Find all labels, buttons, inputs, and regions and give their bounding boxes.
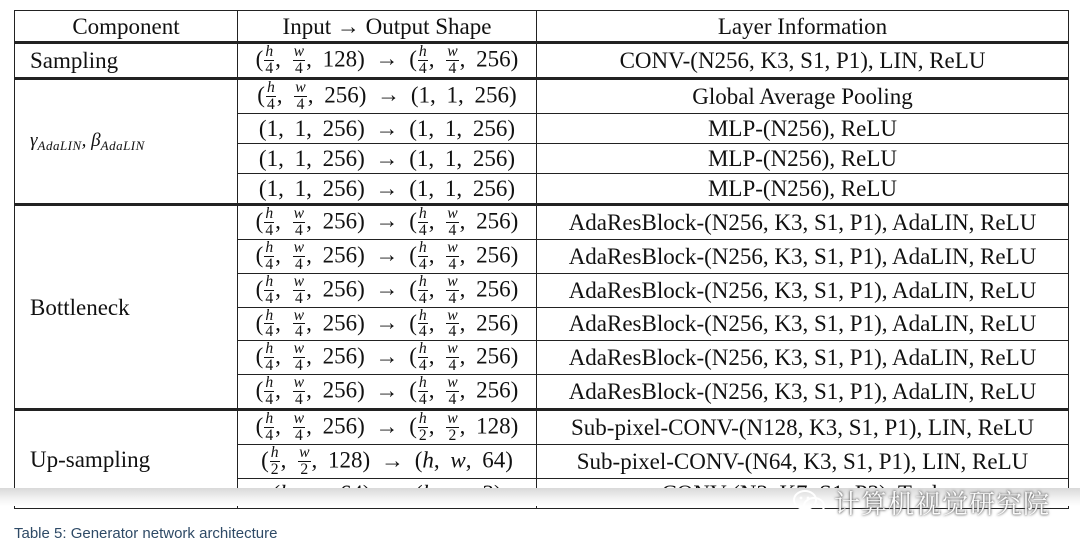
generator-architecture-table <box>14 10 1069 509</box>
shape-cell: ( $\frac{h}{4}$ , $\frac{w}{4}$ , 256) → ( $\frac{h}{4}$ , $\frac{w}{4}$ , 256) <box>238 375 537 410</box>
wechat-icon <box>792 489 826 517</box>
table-row <box>15 78 1069 113</box>
watermark-text: 计算机视觉研究院 <box>833 490 1050 520</box>
header-component: Component <box>15 11 238 43</box>
layer-cell: AdaResBlock-(N256, K3, S1, P1), AdaLIN, ReLU <box>537 204 1069 239</box>
shape-cell: ( $\frac{h}{4}$ , $\frac{w}{4}$ , 256) → ( $\frac{h}{4}$ , $\frac{w}{4}$ , 256) <box>238 307 537 341</box>
table-caption: Table 5: Generator network architecture <box>14 525 278 542</box>
shape-cell: ( $\frac{h}{4}$ , $\frac{w}{4}$ , 256) → ( $\frac{h}{4}$ , $\frac{w}{4}$ , 256) <box>238 239 537 273</box>
component-cell: Sampling <box>15 43 238 79</box>
layer-cell: AdaResBlock-(N256, K3, S1, P1), AdaLIN, ReLU <box>537 341 1069 375</box>
table-body <box>15 43 1069 509</box>
shape-cell: ( $\frac{h}{4}$ , $\frac{w}{4}$ , 256) → (1, 1, 256) <box>238 78 537 113</box>
component-cell: Bottleneck <box>15 204 238 409</box>
shape-cell: ( $\frac{h}{4}$ , $\frac{w}{4}$ , 256) → ( $\frac{h}{4}$ , $\frac{w}{4}$ , 256) <box>238 341 537 375</box>
layer-cell: Sub-pixel-CONV-(N64, K3, S1, P1), LIN, ReLU <box>537 445 1069 479</box>
shape-cell: ( $\frac{h}{4}$ , $\frac{w}{4}$ , 256) → ( $\frac{h}{4}$ , $\frac{w}{4}$ , 256) <box>238 273 537 307</box>
table-row <box>15 43 1069 79</box>
shape-cell: (1, 1, 256) → (1, 1, 256) <box>238 173 537 204</box>
table-row <box>15 204 1069 239</box>
layer-cell: Sub-pixel-CONV-(N128, K3, S1, P1), LIN, ReLU <box>537 410 1069 445</box>
header-layer: Layer Information <box>537 11 1069 43</box>
layer-cell: AdaResBlock-(N256, K3, S1, P1), AdaLIN, ReLU <box>537 273 1069 307</box>
table-header-row <box>15 11 1069 43</box>
layer-cell: Global Average Pooling <box>537 78 1069 113</box>
layer-cell: AdaResBlock-(N256, K3, S1, P1), AdaLIN, ReLU <box>537 239 1069 273</box>
shape-cell: ( $\frac{h}{2}$ , $\frac{w}{2}$ , 128) → (h, w, 64) <box>238 445 537 479</box>
shape-cell: ( $\frac{h}{4}$ , $\frac{w}{4}$ , 256) → ( $\frac{h}{4}$ , $\frac{w}{4}$ , 256) <box>238 204 537 239</box>
watermark <box>792 484 1050 521</box>
shape-cell: (1, 1, 256) → (1, 1, 256) <box>238 143 537 173</box>
component-cell: Up-sampling <box>15 410 238 509</box>
shape-cell: (1, 1, 256) → (1, 1, 256) <box>238 113 537 143</box>
layer-cell: MLP-(N256), ReLU <box>537 173 1069 204</box>
table-row <box>15 410 1069 445</box>
layer-cell: MLP-(N256), ReLU <box>537 113 1069 143</box>
header-shape: Input → Output Shape <box>238 11 537 43</box>
shape-cell: ( $\frac{h}{4}$ , $\frac{w}{4}$ , 256) → ( $\frac{h}{2}$ , $\frac{w}{2}$ , 128) <box>238 410 537 445</box>
layer-cell: CONV-(N256, K3, S1, P1), LIN, ReLU <box>537 43 1069 79</box>
layer-cell: AdaResBlock-(N256, K3, S1, P1), AdaLIN, ReLU <box>537 375 1069 410</box>
shape-cell: ( $\frac{h}{4}$ , $\frac{w}{4}$ , 128) → ( $\frac{h}{4}$ , $\frac{w}{4}$ , 256) <box>238 43 537 79</box>
layer-cell: MLP-(N256), ReLU <box>537 143 1069 173</box>
component-cell: $\gamma_{AdaLIN}$, $\beta_{AdaLIN}$ <box>15 78 238 204</box>
layer-cell: AdaResBlock-(N256, K3, S1, P1), AdaLIN, ReLU <box>537 307 1069 341</box>
